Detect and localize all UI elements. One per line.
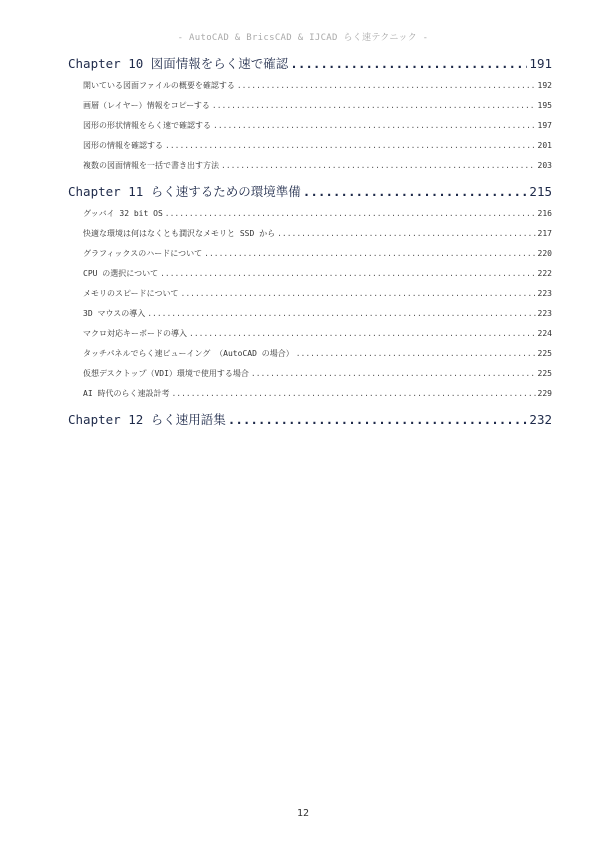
toc-entry[interactable] bbox=[68, 284, 552, 304]
toc-entry[interactable] bbox=[68, 364, 552, 384]
entry-page: 201 bbox=[537, 141, 552, 150]
table-of-contents bbox=[68, 52, 552, 432]
page-number: 12 bbox=[296, 808, 310, 819]
toc-entry[interactable] bbox=[68, 116, 552, 136]
entry-title: 図形の情報を確認する bbox=[83, 141, 163, 150]
chapter-title: Chapter 10 図面情報をらく速で確認 bbox=[68, 56, 289, 71]
leader-dots bbox=[165, 136, 536, 156]
entry-page: 229 bbox=[537, 389, 552, 398]
leader-dots bbox=[160, 264, 535, 284]
entry-title: 画層（レイヤー）情報をコピーする bbox=[83, 101, 210, 110]
leader-dots bbox=[213, 116, 536, 136]
toc-entry[interactable] bbox=[68, 96, 552, 116]
toc-entry[interactable] bbox=[68, 384, 552, 404]
entry-page: 197 bbox=[537, 121, 552, 130]
chapter-title: Chapter 11 らく速するための環境準備 bbox=[68, 184, 301, 199]
leader-dots bbox=[290, 52, 527, 76]
chapter-page: 232 bbox=[529, 412, 552, 427]
toc-entry[interactable] bbox=[68, 224, 552, 244]
entry-title: CPU の選択について bbox=[83, 269, 159, 278]
leader-dots bbox=[237, 76, 536, 96]
toc-chapter-11[interactable] bbox=[68, 180, 552, 204]
toc-entry[interactable] bbox=[68, 244, 552, 264]
entry-page: 225 bbox=[537, 369, 552, 378]
entry-title: グッバイ 32 bit OS bbox=[83, 209, 163, 218]
toc-entry[interactable] bbox=[68, 204, 552, 224]
entry-page: 225 bbox=[537, 349, 552, 358]
leader-dots bbox=[251, 364, 536, 384]
toc-entry[interactable] bbox=[68, 156, 552, 176]
entry-page: 203 bbox=[537, 161, 552, 170]
toc-chapter-10[interactable] bbox=[68, 52, 552, 76]
entry-title: 仮想デスクトップ（VDI）環境で使用する場合 bbox=[83, 369, 249, 378]
entry-title: メモリのスピードについて bbox=[83, 289, 179, 298]
toc-chapter-12[interactable] bbox=[68, 408, 552, 432]
entry-page: 220 bbox=[537, 249, 552, 258]
toc-entry[interactable] bbox=[68, 264, 552, 284]
leader-dots bbox=[189, 324, 536, 344]
leader-dots bbox=[171, 384, 535, 404]
leader-dots bbox=[165, 204, 536, 224]
entry-title: グラフィックスのハードについて bbox=[83, 249, 203, 258]
entry-page: 192 bbox=[537, 81, 552, 90]
entry-page: 223 bbox=[537, 309, 552, 318]
leader-dots bbox=[212, 96, 536, 116]
leader-dots bbox=[221, 156, 536, 176]
entry-title: 複数の図面情報を一括で書き出す方法 bbox=[83, 161, 219, 170]
entry-page: 224 bbox=[537, 329, 552, 338]
entry-page: 195 bbox=[537, 101, 552, 110]
entry-title: タッチパネルでらく速ビューイング （AutoCAD の場合） bbox=[83, 349, 294, 358]
entry-title: 図形の形状情報をらく速で確認する bbox=[83, 121, 211, 130]
leader-dots bbox=[303, 180, 528, 204]
entry-page: 223 bbox=[537, 289, 552, 298]
toc-entry[interactable] bbox=[68, 304, 552, 324]
leader-dots bbox=[147, 304, 535, 324]
entry-page: 216 bbox=[537, 209, 552, 218]
entry-page: 222 bbox=[537, 269, 552, 278]
toc-entry[interactable] bbox=[68, 136, 552, 156]
leader-dots bbox=[204, 244, 535, 264]
entry-title: 快適な環境は何はなくとも潤沢なメモリと SSD から bbox=[83, 229, 276, 238]
leader-dots bbox=[277, 224, 535, 244]
toc-entry[interactable] bbox=[68, 344, 552, 364]
leader-dots bbox=[181, 284, 536, 304]
leader-dots bbox=[296, 344, 536, 364]
running-header: - AutoCAD & BricsCAD & IJCAD らく速テクニック - bbox=[177, 33, 429, 43]
entry-title: 3D マウスの導入 bbox=[83, 309, 146, 318]
entry-title: AI 時代のらく速設計考 bbox=[83, 389, 170, 398]
entry-title: マクロ対応キーボードの導入 bbox=[83, 329, 187, 338]
entry-page: 217 bbox=[537, 229, 552, 238]
chapter-title: Chapter 12 らく速用語集 bbox=[68, 412, 226, 427]
chapter-page: 191 bbox=[529, 56, 552, 71]
toc-entry[interactable] bbox=[68, 324, 552, 344]
leader-dots bbox=[228, 408, 528, 432]
chapter-page: 215 bbox=[529, 184, 552, 199]
toc-entry[interactable] bbox=[68, 76, 552, 96]
entry-title: 開いている図面ファイルの概要を確認する bbox=[83, 81, 235, 90]
